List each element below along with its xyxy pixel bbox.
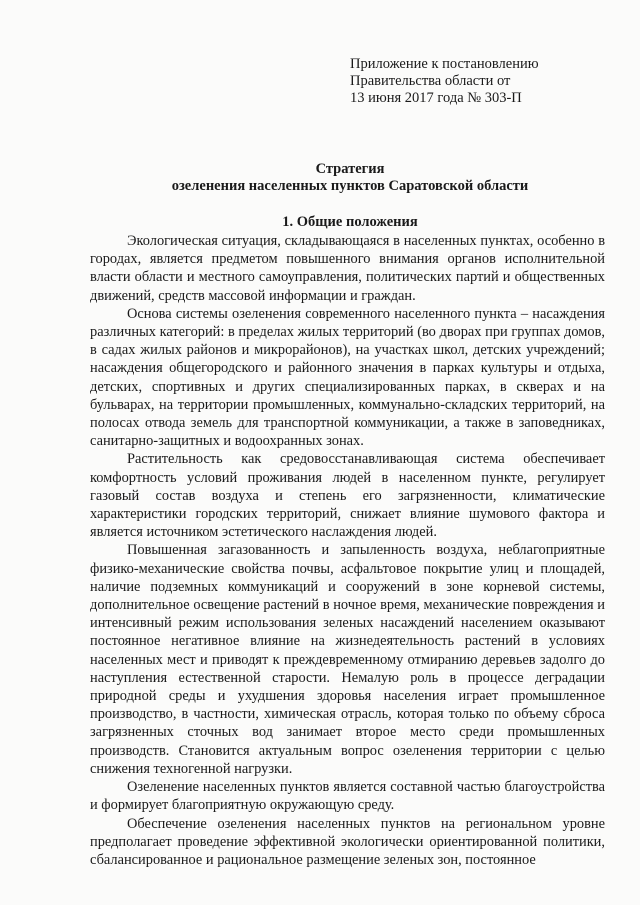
document-title: Стратегия	[315, 161, 385, 177]
paragraph: Экологическая ситуация, складывающаяся в населенных пунктах, особенно в городах, является предметом повышенного внимания органов исполнительной власти области и местного самоуправления, политических партий и общественных движений, средств массовой информации и граждан.	[90, 233, 605, 304]
paragraph: Обеспечение озеленения населенных пунктов на региональном уровне предполагает проведение эффективной экологически ориентированной политики, сбалансированное и рациональное размещение зеленых зон, постоянное	[90, 815, 605, 868]
paragraph: Основа системы озеленения современного населенного пункта – насаждения различных категорий: в пределах жилых территорий (во дворах при группах домов, в садах жилых районов и микрорайонов), на участках школ, детских учреждений; насаждения общегородского и районного значения в парках культуры и отдыха, детских, спортивных и других специализированных парках, в скверах и на бульварах, на территории промышленных, коммунально-складских территорий, на полосах отвода земель для транспортной коммуникации, а также в заповедниках, санитарно-защитных и водоохранных зонах.	[90, 305, 605, 450]
annex-line-2: Правительства области от	[350, 73, 511, 89]
document-subtitle: озеленения населенных пунктов Саратовской области	[171, 178, 529, 194]
paragraph: Повышенная загазованность и запыленность воздуха, неблагоприятные физико-механические свойства почвы, асфальтовое покрытие улиц и площадей, наличие подземных коммуникаций и сооружений в зоне корневой системы, дополнительное освещение растений в ночное время, механические повреждения и интенсивный режим использования зеленых насаждений населением оказывают постоянное негативное влияние на жизнедеятельность растений в условиях населенных мест и приводят к преждевременному отмиранию деревьев задолго до наступления естественной старости. Немалую роль в процессе деградации природной среды и ухудшения здоровья населения играет промышленное производство, в частности, химическая отрасль, которая только по объему сброса загрязненных сточных вод занимает второе место среди промышленных производств. Становится актуальным вопрос озеленения территории с целью снижения техногенной нагрузки.	[90, 542, 605, 777]
paragraph: Озеленение населенных пунктов является составной частью благоустройства и формирует благоприятную окружающую среду.	[90, 779, 605, 814]
annex-line-1: Приложение к постановлению	[350, 56, 539, 72]
section-heading: 1. Общие положения	[282, 214, 418, 230]
annex-header	[350, 56, 610, 107]
annex-line-3: 13 июня 2017 года № 303-П	[350, 90, 522, 106]
document-body	[90, 232, 605, 869]
paragraph: Растительность как средовосстанавливающая система обеспечивает комфортность условий проживания людей в населенном пункте, регулирует газовый состав воздуха и степень его загрязненности, климатические характеристики городских территорий, снижает влияние шумового фактора и является источником эстетического наслаждения людей.	[90, 451, 605, 541]
